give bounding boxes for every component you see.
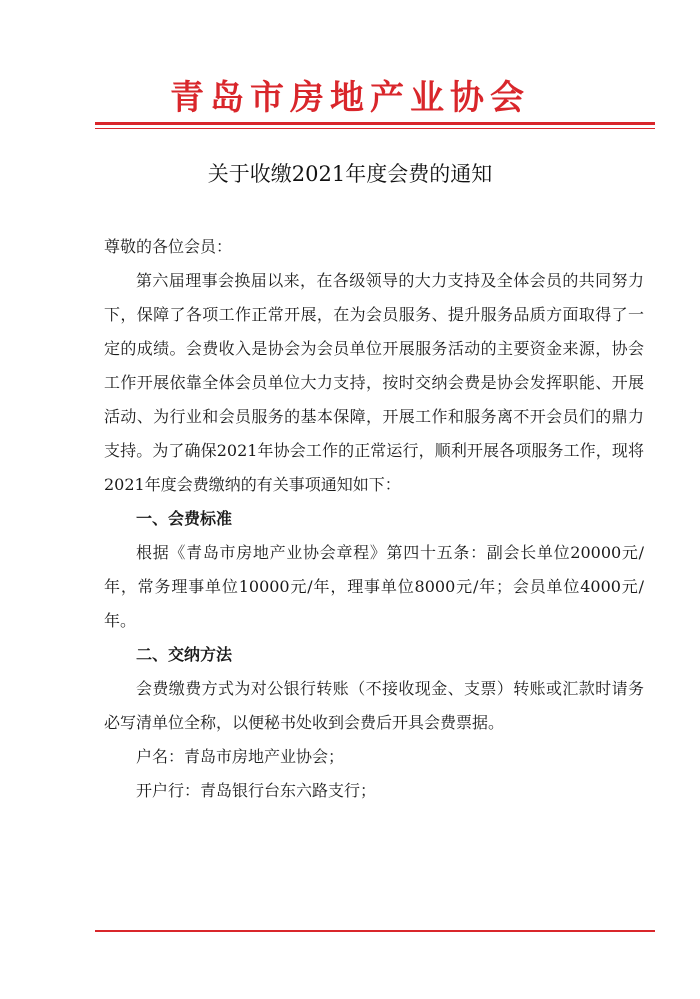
account-name: 户名：青岛市房地产业协会； — [136, 747, 345, 766]
section-1-heading: 一、会费标准 — [136, 509, 233, 528]
section-1-text: 根据《青岛市房地产业协会章程》第四十五条：副会长单位20000元/年，常务理事单位10000元/年，理事单位8000元/年；会员单位4000元/年。 — [104, 543, 644, 630]
section-2-heading: 二、交纳方法 — [136, 645, 233, 664]
letterhead-rule-thick — [95, 122, 655, 125]
footer-rule — [95, 930, 655, 932]
intro-paragraph: 第六届理事会换届以来，在各级领导的大力支持及全体会员的共同努力下，保障了各项工作正常开展，在为会员服务、提升服务品质方面取得了一定的成绩。会费收入是协会为会员单位开展服务活动的主要资金来源，协会工作开展依靠全体会员单位大力支持，按时交纳会费是协会发挥职能、开展活动、为行业和会员服务的基本保障，开展工作和服务离不开会员们的鼎力支持。为了确保2021年协会工作的正常运行，顺利开展各项服务工作，现将2021年度会费缴纳的有关事项通知如下： — [104, 271, 644, 494]
section-2-text: 会费缴费方式为对公银行转账（不接收现金、支票）转账或汇款时请务必写清单位全称，以便秘书处收到会费后开具会费票据。 — [104, 679, 644, 732]
letterhead-rule-thin — [95, 128, 655, 129]
document-title: 关于收缴2021年度会费的通知 — [207, 162, 493, 186]
salutation: 尊敬的各位会员： — [104, 237, 233, 256]
document-body — [104, 230, 644, 808]
organization-letterhead: 青岛市房地产业协会 — [170, 78, 530, 118]
bank-name: 开户行：青岛银行台东六路支行； — [136, 781, 377, 800]
